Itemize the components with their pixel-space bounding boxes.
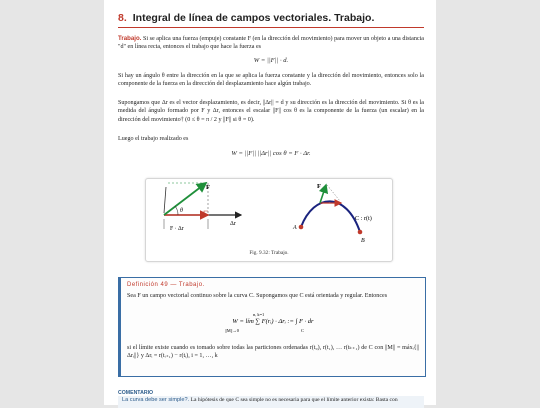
comment-title: COMENTARIO (118, 390, 154, 396)
point-B (358, 230, 363, 235)
axis-vertical (164, 187, 166, 213)
label-theta: θ (180, 208, 183, 214)
label-delta-r: Δr (230, 221, 236, 227)
definition-text-2: si el límite existe cuando es tomado sobre todas las particiones ordenadas r(t₀), r(t₁), … r(tₖ₊₁) de C con ||M|| = máxᵢ{||Δrᵢ||} y Δrᵢ = r(tᵢ₊₁) − r(tᵢ), i = 1, …, k (127, 345, 419, 360)
definition-title: Definición 49 — Trabajo. (127, 282, 205, 288)
comment-lead: La curva debe ser simple?. (122, 397, 190, 403)
label-projection: F · Δr (170, 226, 184, 232)
curve-C (301, 201, 360, 232)
equation-work-dot-product: W = ||F|| ||Δr|| cos θ = F · Δr. (231, 150, 311, 157)
formula-sum-index: n, k=1 (253, 312, 265, 317)
section-number: 8. (118, 12, 127, 24)
paragraph-work-done: Luego el trabajo realizado es (118, 136, 189, 142)
force-arrow-left (164, 183, 206, 215)
figure-work (145, 178, 393, 262)
label-B: B (361, 238, 365, 244)
comment-text (122, 397, 398, 403)
paragraph-lead: Trabajo. (118, 35, 142, 42)
label-F-right: F (317, 183, 321, 190)
figure-diagram (146, 179, 392, 249)
definition-box (118, 277, 426, 377)
paragraph-work-intro (118, 35, 424, 52)
point-A (299, 225, 304, 230)
label-F-left: F (206, 184, 210, 191)
force-guide-right (327, 185, 340, 201)
section-title: Integral de línea de campos vectoriales. Trabajo. (132, 12, 375, 24)
label-A: A (293, 225, 297, 231)
comment-box (118, 396, 424, 408)
label-curve: C : r(t) (355, 215, 372, 222)
paragraph-text: Si se aplica una fuerza (empuje) constante F (en la dirección del movimiento) para mover un objeto a una distancia "d" en línea recta, entonces el trabajo que hace la fuerza es (118, 36, 424, 51)
definition-text-1: Sea F un campo vectorial continuo sobre la curva C. Supongamos que C está orientada y regular. Entonces (127, 293, 388, 299)
definition-formula: W = lím ∑ F(rᵢ) · Δrᵢ := ∫ F · dr (232, 318, 314, 325)
formula-integral-sub: C (301, 328, 304, 333)
comment-body: La hipótesis de que C sea simple no es necesaria para que el límite anterior exista: Basta con (190, 397, 398, 403)
paragraph-angle: Si hay un ángulo θ entre la dirección en la que se aplica la fuerza constante y la dirección del movimiento, entonces solo la componente de la fuerza en la dirección del desplazamiento hace algún trabajo. (118, 73, 424, 88)
page (104, 0, 436, 405)
formula-limit-sub: ||M||→0 (225, 328, 240, 333)
paragraph-displacement: Supongamos que Δr es el vector desplazamiento, es decir, ||Δr|| = d y su dirección es la dirección del movimiento. Si θ es la medida del ángulo formado por F y Δr, entonces el escalar ||F|| cos θ es la componente de la fuerza (un escalar) en la dirección del movimiento† (0 ≤ θ = π / 2 y ||F|| si θ = 0). (118, 100, 424, 123)
equation-work-constant: W = ||F|| · d. (253, 57, 289, 64)
figure-caption: Fig. 9.32: Trabajo. (249, 250, 289, 256)
section-heading (118, 12, 424, 28)
